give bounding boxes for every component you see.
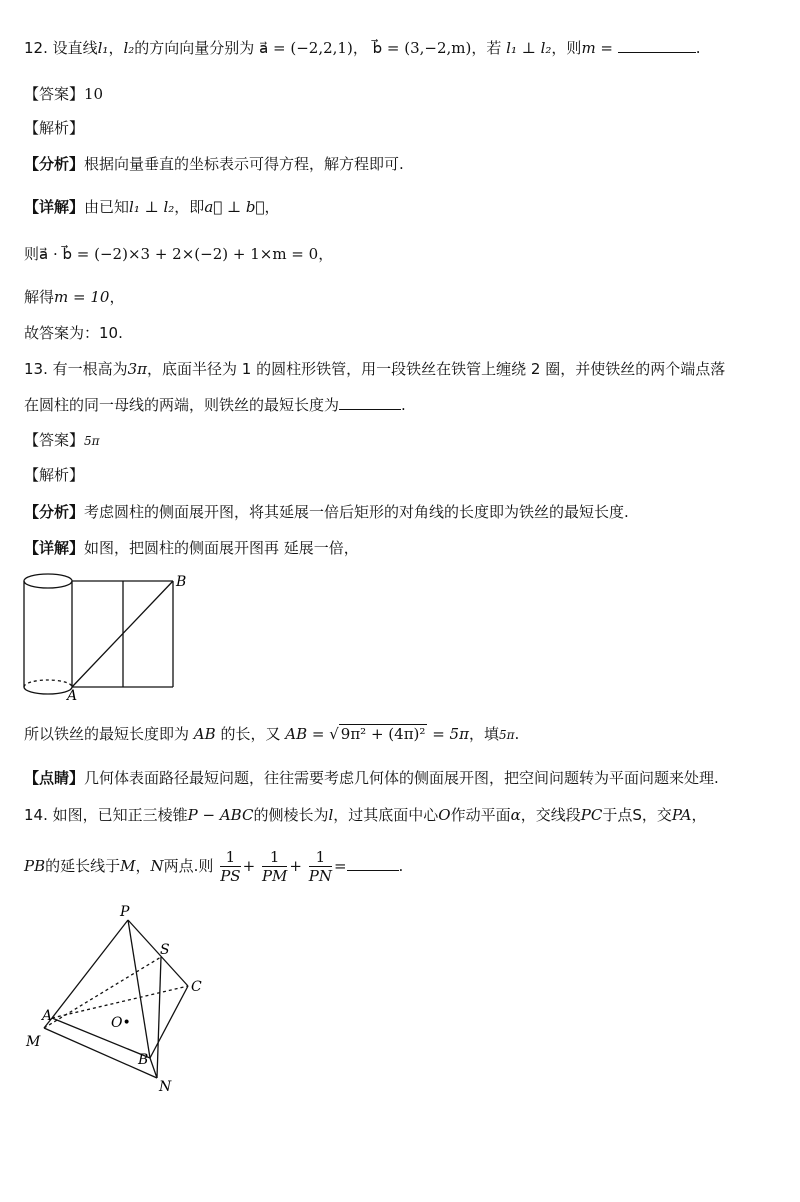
q13-fenxi-tag: 【分析】	[24, 503, 85, 521]
q12-xiangjie-line	[24, 197, 280, 217]
q12-dot-eq: a⃗ · b⃗ = (−2)×3 + 2×(−2) + 1×m = 0	[39, 245, 319, 263]
q14-eq: =	[333, 857, 347, 875]
q12-l1: l₁	[97, 39, 109, 57]
q14-stem-c: ，过其底面中心	[333, 806, 439, 824]
cylinder-top-ellipse	[24, 574, 72, 588]
q14-pa: PA	[671, 806, 692, 824]
q14-stem-line1	[24, 805, 706, 825]
q13-fenxi: 考虑圆柱的侧面展开图，将其延展一倍后矩形的对角线的长度即为铁丝的最短长度.	[84, 503, 629, 521]
q14-frac-pn	[309, 848, 332, 885]
q13-conc-end: .	[514, 725, 520, 743]
q13-xiangjie-line	[24, 538, 359, 558]
q14-m: M	[120, 857, 136, 875]
q14-l: l	[328, 806, 334, 824]
q13-answer-blank	[339, 395, 401, 410]
label-b: B	[138, 1052, 149, 1068]
q14-pc: PC	[580, 806, 603, 824]
q12-stem-text-c: ，若	[471, 39, 502, 57]
q14-frac1-num: 1	[220, 848, 240, 867]
q12-answer-tag: 【答案】	[24, 85, 85, 103]
q14-o: O	[438, 806, 451, 824]
edge-sn	[157, 957, 161, 1078]
q14-frac3-num: 1	[309, 848, 332, 867]
q14-frac-pm	[262, 848, 287, 885]
q14-stem-i: ，	[135, 857, 151, 875]
q12-l2: l₂	[123, 39, 135, 57]
q12-vector-a: a⃗ = (−2,2,1)	[259, 39, 353, 57]
q14-pyramid-figure	[20, 900, 220, 1100]
q12-dot-end: ，	[318, 245, 334, 263]
q12-stem-line1	[24, 38, 701, 58]
q14-stem-line2	[24, 848, 403, 885]
q12-dot-line	[24, 244, 333, 264]
q13-conc-c: ，填	[468, 725, 499, 743]
q12-stem-text-d: ，则	[551, 39, 582, 57]
q14-pb: PB	[24, 857, 46, 875]
q14-frac1-den: PS	[220, 867, 241, 885]
q13-dianjing: 几何体表面路径最短问题，往往需要考虑几何体的侧面展开图，把空间问题转为平面问题来处理.	[84, 769, 719, 787]
q13-conc-a: 所以铁丝的最短长度即为	[24, 725, 190, 743]
q12-vector-b: b⃗ = (3,−2,m)	[372, 39, 472, 57]
q13-fenxi-line	[24, 502, 629, 522]
q12-xiangjie-tag: 【详解】	[24, 198, 85, 216]
q13-stem-end: .	[401, 396, 406, 414]
label-s: S	[160, 942, 170, 958]
q13-answer: 5π	[84, 434, 100, 448]
q13-stem-line2	[24, 395, 406, 415]
q14-frac-ps	[220, 848, 240, 885]
q14-alpha: α	[510, 806, 521, 824]
q12-xj-vec: a⃗ ⊥ b⃗	[204, 198, 265, 216]
q14-stem-a: 14. 如图，已知正三棱锥	[24, 806, 188, 824]
q13-analysis-text: 【解析】	[24, 466, 85, 484]
q13-dianjing-tag: 【点睛】	[24, 769, 85, 787]
q14-pyramid: P − ABC	[187, 806, 254, 824]
q12-analysis-text: 【解析】	[24, 119, 85, 137]
q14-stem-h: 的延长线于	[45, 857, 121, 875]
q14-plus2: +	[289, 857, 302, 875]
q14-stem-d: 作动平面	[450, 806, 511, 824]
q13-answer-line	[24, 430, 100, 451]
q13-conc-b: 的长，又	[220, 725, 281, 743]
q14-frac2-den: PM	[261, 867, 288, 885]
q14-frac3-den: PN	[308, 867, 332, 885]
q12-solve-line	[24, 287, 124, 307]
q12-stem-text-b: 的方向向量分别为	[134, 39, 255, 57]
q12-answer: 10	[84, 85, 104, 103]
q12-comma: ，	[108, 39, 124, 57]
q13-dianjing-line	[24, 768, 719, 788]
q12-answer-blank	[618, 38, 696, 53]
q14-frac2-num: 1	[262, 848, 287, 867]
q12-end: .	[695, 39, 701, 57]
q13-stem-b: ，底面半径为 1 的圆柱形铁管，用一段铁丝在铁管上缠绕 2 圈，并使铁丝的两个端点落	[147, 360, 726, 378]
q12-solve: m = 10	[54, 288, 110, 306]
q14-stem-b: 的侧棱长为	[253, 806, 329, 824]
q12-perp: l₁ ⊥ l₂	[506, 39, 552, 57]
q13-stem-c: 在圆柱的同一母线的两端，则铁丝的最短长度为	[24, 396, 340, 414]
q13-conc-ab2: AB =	[285, 725, 325, 743]
q12-xj-b: ，即	[174, 198, 205, 216]
label-o: O•	[111, 1015, 131, 1031]
label-c: C	[191, 979, 202, 995]
q14-stem-e: ，交线段	[520, 806, 581, 824]
q13-conc-ab: AB	[193, 725, 216, 743]
q14-answer-blank	[347, 856, 399, 871]
q12-sep: ，	[352, 39, 368, 57]
q14-end: .	[398, 857, 404, 875]
q13-stem-a: 13. 有一根高为	[24, 360, 128, 378]
q12-xj-perp: l₁ ⊥ l₂	[129, 198, 175, 216]
q13-xiangjie: 如图，把圆柱的侧面展开图再 延展一倍，	[84, 539, 359, 557]
label-m: M	[26, 1034, 41, 1050]
q14-stem-j: 两点.则	[163, 857, 214, 875]
q12-final-line	[24, 323, 123, 343]
q13-conc-sqrt: 9π² + (4π)²	[340, 725, 426, 743]
q12-xj-a: 由已知	[84, 198, 130, 216]
q12-analysis-tag	[24, 118, 84, 138]
q13-conclusion-line: 所以铁丝的最短长度即为 AB 的长，又 AB = √ 9π² + (4π)² = 5π，填5π.	[24, 725, 520, 743]
q12-m-eq: m =	[581, 39, 613, 57]
q14-n: N	[150, 857, 164, 875]
q13-height: 3π	[127, 360, 148, 378]
q13-conc-result: = 5π	[432, 725, 469, 743]
q12-fenxi-tag: 【分析】	[24, 155, 85, 173]
label-p: P	[120, 904, 130, 920]
q12-final: 故答案为：10.	[24, 324, 123, 342]
q14-stem-g: ，	[691, 806, 707, 824]
q12-xj-c: ，	[264, 198, 280, 216]
label-a: A	[42, 1008, 53, 1024]
cylinder-bottom-front	[24, 687, 72, 694]
label-b: B	[176, 574, 187, 590]
q12-solve-end: ，	[109, 288, 125, 306]
label-a: A	[67, 688, 78, 702]
q12-solve-prefix: 解得	[24, 288, 55, 306]
q12-answer-line	[24, 84, 103, 104]
label-n: N	[159, 1079, 172, 1095]
q12-fenxi: 根据向量垂直的坐标表示可得方程，解方程即可.	[84, 155, 404, 173]
q14-plus1: +	[242, 857, 256, 875]
q13-answer-tag: 【答案】	[24, 431, 85, 449]
q13-cylinder-figure	[18, 570, 198, 702]
q13-analysis-tag	[24, 465, 84, 485]
q12-fenxi-line	[24, 154, 404, 174]
q13-conc-fill: 5π	[498, 728, 515, 742]
q13-stem-line1	[24, 359, 725, 379]
q13-xiangjie-tag: 【详解】	[24, 539, 85, 557]
q12-stem-text: 12. 设直线	[24, 39, 98, 57]
q14-stem-f: 于点S，交	[602, 806, 672, 824]
q12-dot-prefix: 则	[24, 245, 40, 263]
edge-bc	[150, 986, 188, 1058]
cylinder-bottom-back	[24, 680, 72, 687]
